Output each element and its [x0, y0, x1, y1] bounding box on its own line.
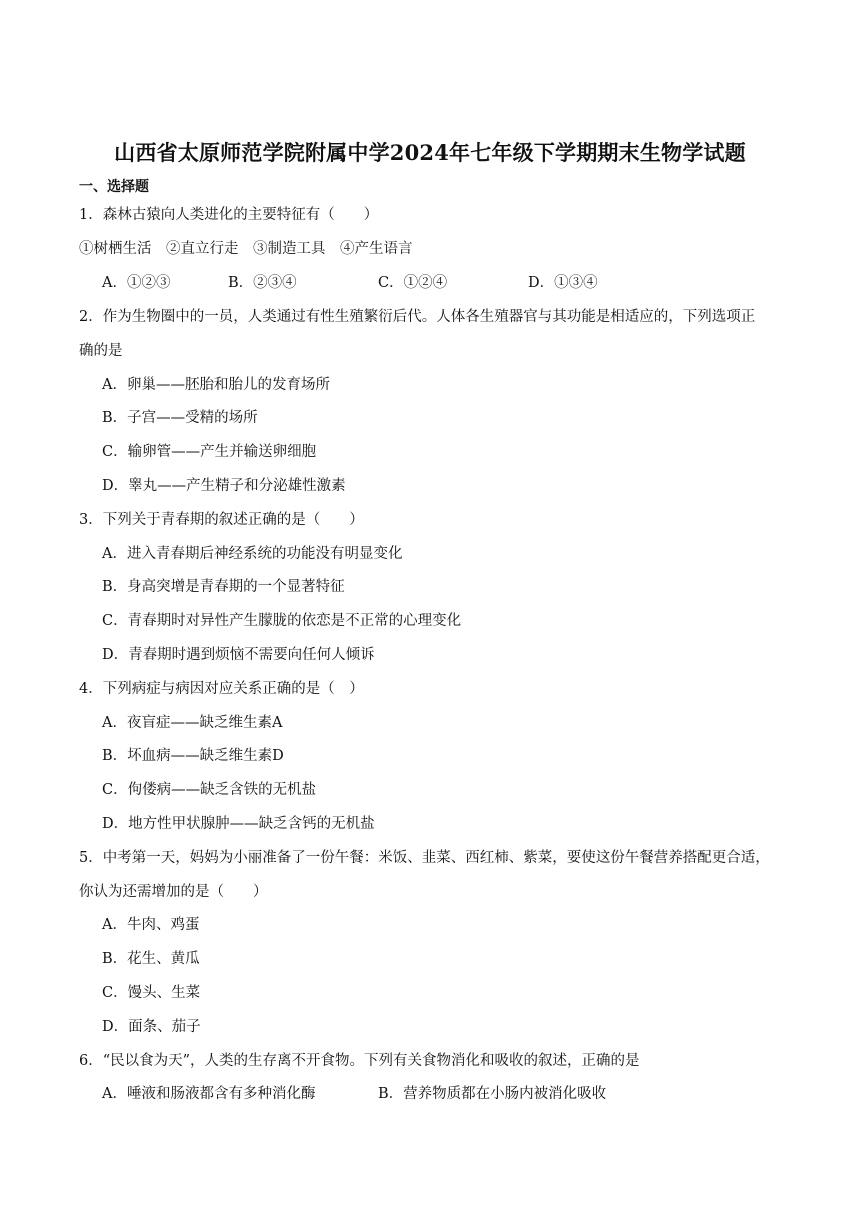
question-1-option-a: A．①②③ [102, 275, 171, 291]
question-2-stem-line-1: 2．作为生物圈中的一员，人类通过有性生殖繁衍后代。人体各生殖器官与其功能是相适应的，下列选项正 [79, 309, 756, 325]
question-1-items: ①树栖生活 ②直立行走 ③制造工具 ④产生语言 [79, 241, 413, 257]
question-4-option-a: A．夜盲症——缺乏维生素A [102, 715, 283, 731]
question-2-option-a: A．卵巢——胚胎和胎儿的发育场所 [102, 377, 330, 393]
question-5-option-d: D．面条、茄子 [102, 1019, 201, 1035]
question-2-stem-line-2: 确的是 [79, 343, 123, 359]
section-heading: 一、选择题 [79, 179, 149, 195]
question-4-stem: 4．下列病症与病因对应关系正确的是（ ） [79, 681, 364, 697]
question-5-stem-line-1: 5．中考第一天，妈妈为小丽准备了一份午餐：米饭、韭菜、西红柿、紫菜，要使这份午餐营养搭配更合适， [79, 850, 770, 866]
question-2-option-d: D．睾丸——产生精子和分泌雄性激素 [102, 478, 346, 494]
question-3-option-d: D．青春期时遇到烦恼不需要向任何人倾诉 [102, 647, 375, 663]
question-1-stem: 1．森林古猿向人类进化的主要特征有（ ） [79, 207, 379, 223]
question-5-option-a: A．牛肉、鸡蛋 [102, 917, 200, 933]
question-6-stem: 6．“民以食为天”，人类的生存离不开食物。下列有关食物消化和吸收的叙述，正确的是 [79, 1053, 640, 1069]
question-6-option-a: A．唾液和肠液都含有多种消化酶 [102, 1086, 316, 1102]
question-4-option-c: C．佝偻病——缺乏含铁的无机盐 [102, 782, 317, 798]
document-title: 山西省太原师范学院附属中学2024年七年级下学期期末生物学试题 [114, 140, 746, 165]
question-1-option-d: D．①③④ [528, 275, 598, 291]
question-3-stem: 3．下列关于青春期的叙述正确的是（ ） [79, 512, 364, 528]
question-5-stem-line-2: 你认为还需增加的是（ ） [79, 884, 268, 900]
question-2-option-c: C．输卵管——产生并输送卵细胞 [102, 444, 317, 460]
question-5-option-b: B．花生、黄瓜 [102, 951, 200, 967]
question-3-option-a: A．进入青春期后神经系统的功能没有明显变化 [102, 546, 403, 562]
question-4-option-d: D．地方性甲状腺肿——缺乏含钙的无机盐 [102, 816, 375, 832]
question-1-option-c: C．①②④ [378, 275, 448, 291]
question-3-option-b: B．身高突增是青春期的一个显著特征 [102, 579, 345, 595]
question-3-option-c: C．青春期时对异性产生朦胧的依恋是不正常的心理变化 [102, 613, 462, 629]
question-6-option-b: B．营养物质都在小肠内被消化吸收 [378, 1086, 607, 1102]
question-4-option-b: B．坏血病——缺乏维生素D [102, 748, 284, 764]
question-2-option-b: B．子宫——受精的场所 [102, 410, 258, 426]
question-5-option-c: C．馒头、生菜 [102, 985, 201, 1001]
question-1-option-b: B．②③④ [228, 275, 297, 291]
